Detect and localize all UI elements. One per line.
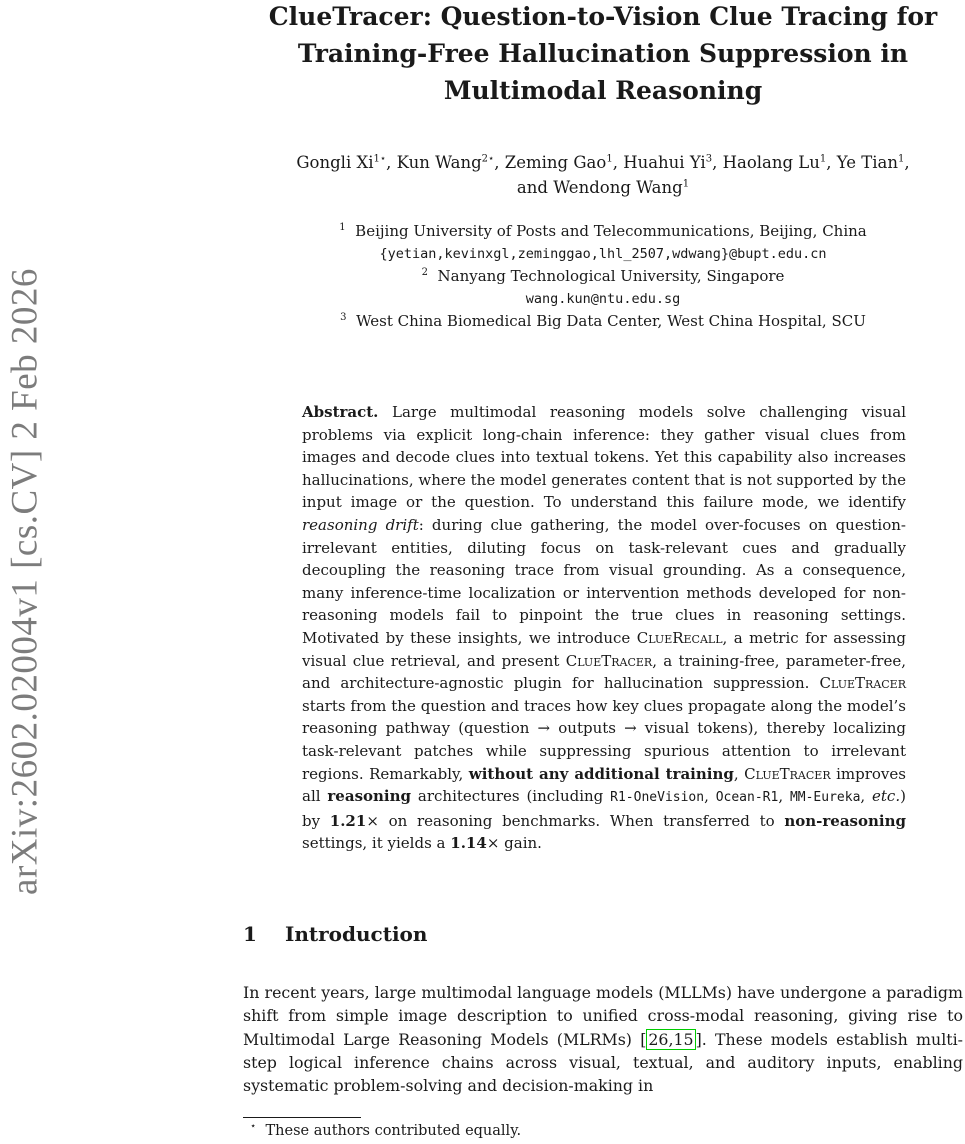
method-name: ClueTracer [565,651,653,670]
author: Gongli $Xi^{1⋆}$, [296,153,397,172]
section-heading: 1 Introduction [243,922,428,946]
abstract-label: Abstract. [302,403,379,421]
footnote: ⋆ These authors contributed equally. [250,1121,522,1139]
author: Huahui Yi$^3$, [623,153,723,172]
abstract: Abstract. Large multimodal reasoning models solve challenging visual problems via explicit long-chain inference: they gather visual clues from images and decode clues into textual tokens. Yet this capability also increases hallucinations, where the model generates content that is not supported by the input image or the question. To understand this failure mode, we identify reasoning drift: during clue gathering, the model over-focuses on question-irrelevant entities, diluting focus on task-relevant cues and gradually decoupling the reasoning trace from visual grounding. As a consequence, many inference-time localization or intervention methods developed for non-reasoning models fail to pinpoint the true clues in reasoning settings. Motivated by these insights, we introduce ClueRecall, a metric for assessing visual clue retrieval, and present ClueTracer, a training-free, parameter-free, and architecture-agnostic plugin for hallucination suppression. ClueTracer starts from the question and traces how key clues propagate along the model’s reasoning pathway (question → outputs → visual tokens), thereby localizing task-relevant patches while suppressing spurious attention to irrelevant regions. Remarkably, without any additional training, ClueTracer improves all reasoning architectures (including R1-OneVision, Ocean-R1, MM-Eureka, etc.) by 1.21× on reasoning benchmarks. When transferred to non-reasoning settings, it yields a 1.14× gain. [302,403,906,853]
method-name: ClueTracer [744,764,831,783]
metric-name: ClueRecall [636,628,723,647]
model-name: MM-Eureka [789,790,861,806]
author: Zeming Gao$^1$, [504,153,624,172]
author: and Wendong Wang$^1$ [516,178,690,197]
model-name: Ocean-R1 [715,790,779,806]
paper-title: ClueTracer: Question-to-Vision Clue Tracing for Training-Free Hallucination Suppression in Multimodal Reasoning [268,2,938,105]
method-name: ClueTracer [819,674,906,693]
citation-link[interactable]: 26,15 [648,1029,694,1049]
author-list [243,150,963,200]
author: Ye Tian$^1$, [836,153,910,172]
affiliation: $^1$ Beijing University of Posts and Telecommunications, Beijing, China [339,222,867,240]
footnote-rule [243,1117,361,1118]
affiliation: $^3$ West China Biomedical Big Data Center, West China Hospital, SCU [340,312,866,330]
author: Kun Wang$^{2⋆}$, [396,153,505,172]
intro-paragraph: In recent years, large multimodal language models (MLLMs) have undergone a paradigm shift from simple image description to unified cross-modal reasoning, giving rise to Multimodal Large Reasoning Models (MLRMs) [ 26,15 ]. These models establish multi-step logical inference chains across visual, textual, and auditory inputs, enabling systematic problem-solving and decision-making in [243,983,963,1096]
affiliation: $^2$ Nanyang Technological University, Singapore [421,267,785,285]
model-name: R1-OneVision [610,790,705,806]
affiliation-email[interactable]: wang.kun@ntu.edu.sg [525,290,681,307]
author: Haolang Lu$^1$, [722,153,837,172]
arxiv-side-stamp: arXiv:2602.02004v1 [cs.CV] 2 Feb 2026 [4,268,46,895]
affiliation-list [243,220,963,333]
affiliation-email[interactable]: {yetian,kevinxgl,zeminggao,lhl_2507,wdwang}@bupt.edu.cn [379,245,827,262]
